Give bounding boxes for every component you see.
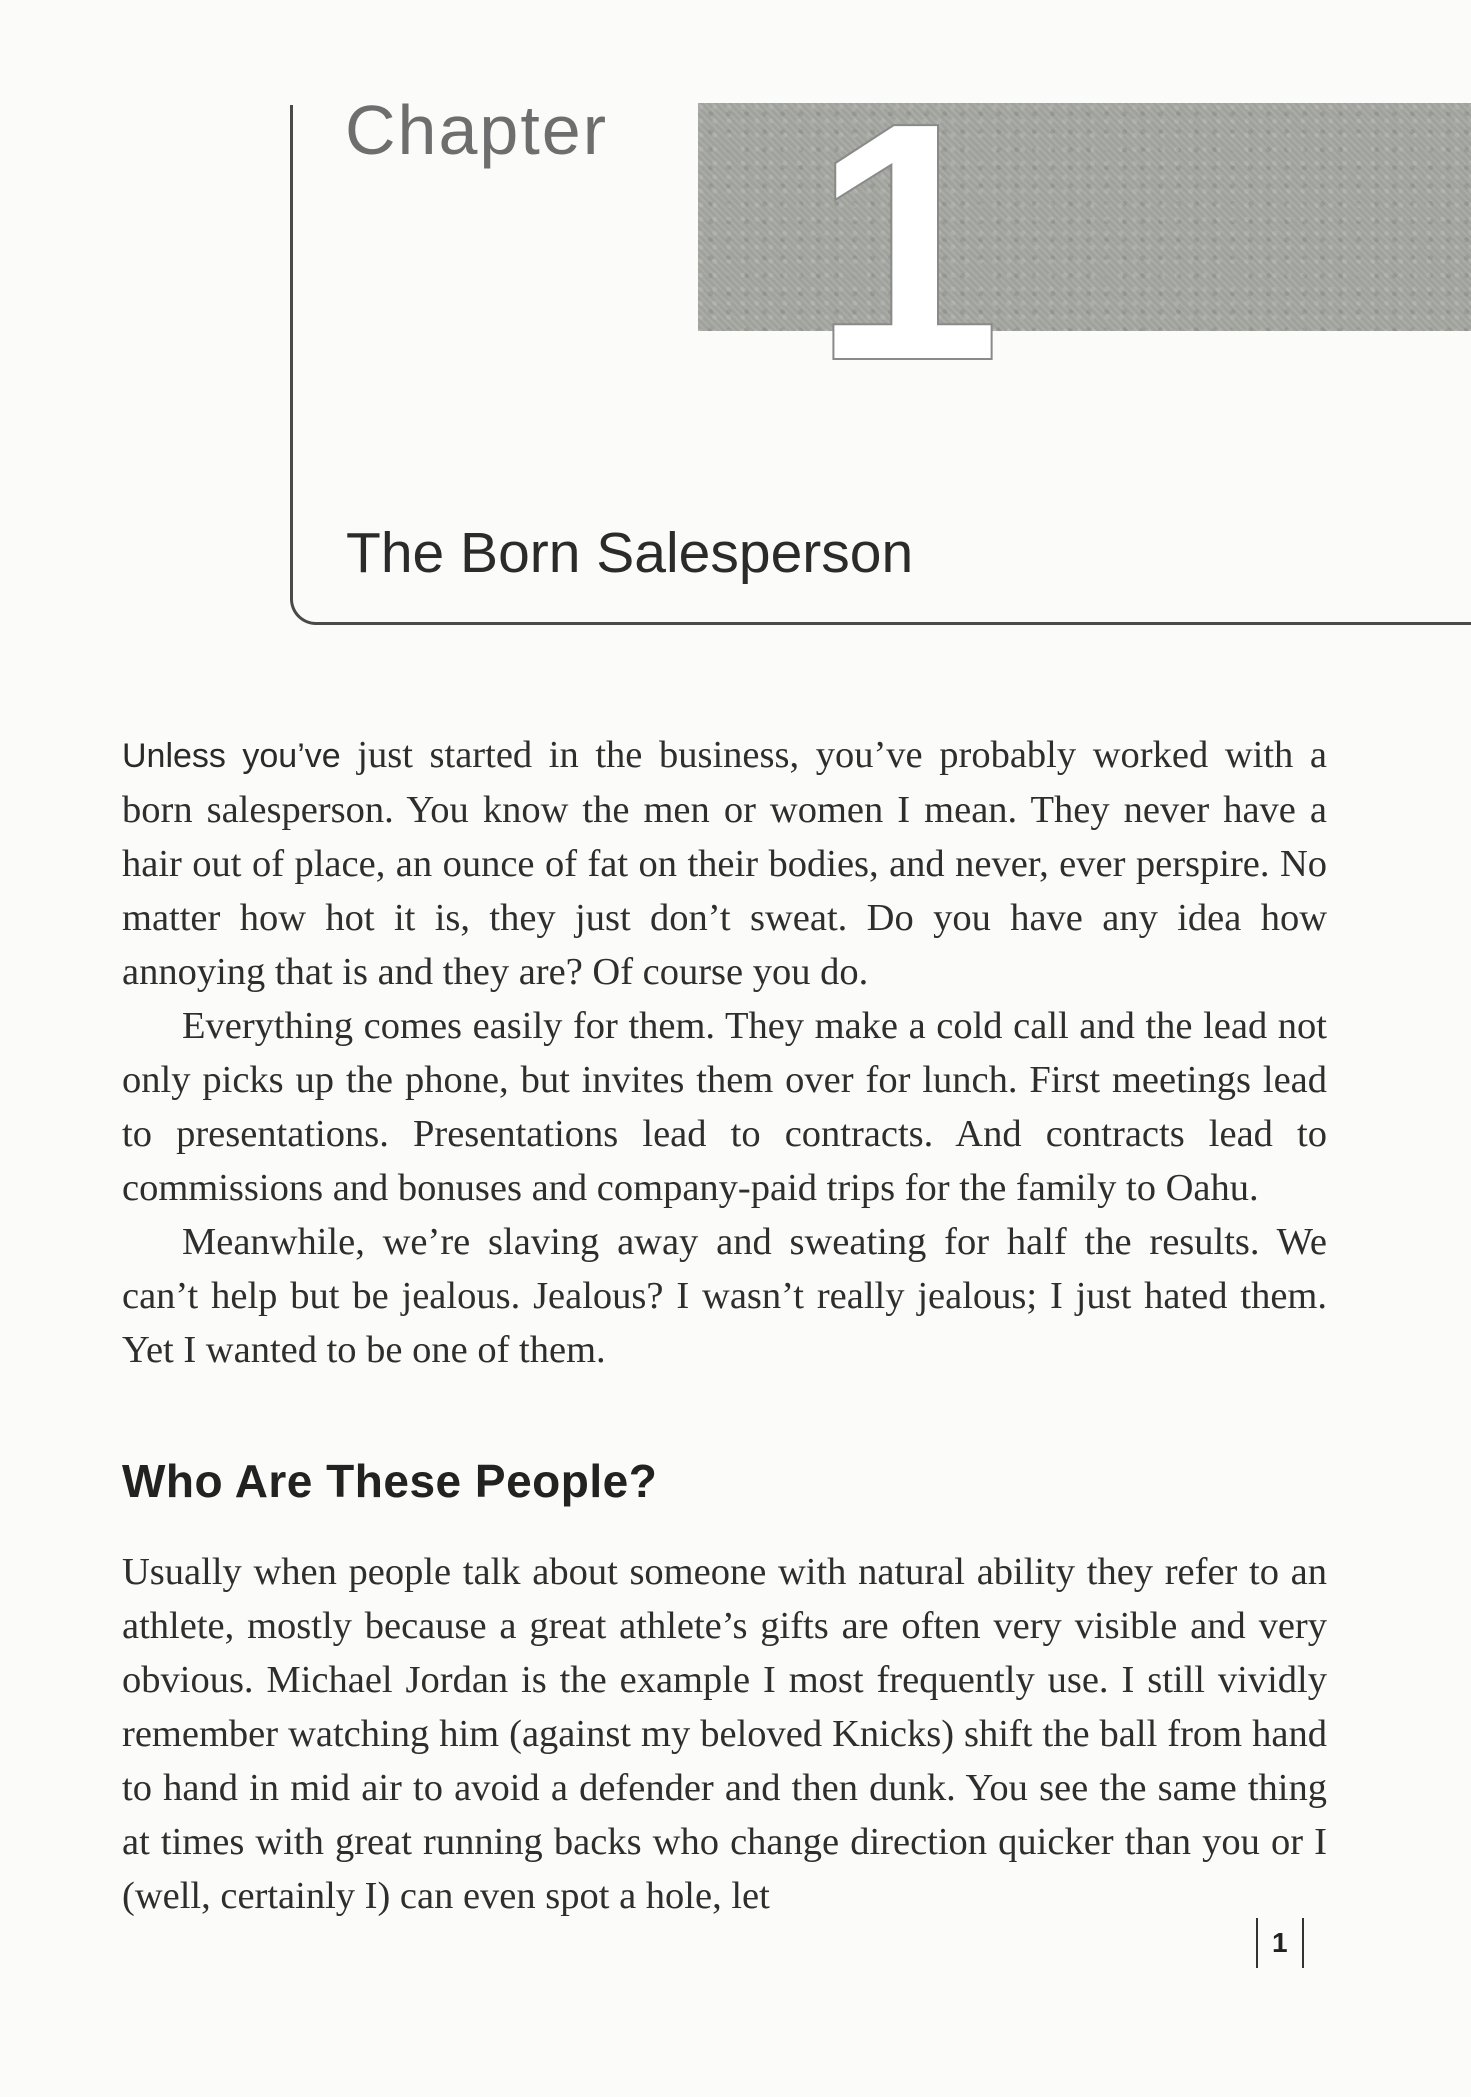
section-paragraph-1: Usually when people talk about someone with natural ability they refer to an athlete, mostly because a great athlete’s gifts are often very visible and very obvious. Michael Jordan is the example I most frequently use. I still vividly remember watching him (against my beloved Knicks) shift the ball from hand to hand in mid air to avoid a defender and then dunk. You see the same thing at times with great running backs who change direction quicker than you or I (well, certainly I) can even spot a hole, let xyxy=(122,1551,1327,1917)
lead-in-text: Unless you’ve xyxy=(122,737,341,775)
page-number-box xyxy=(1256,1918,1304,1968)
intro-paragraph-3: Meanwhile, we’re slaving away and sweating for half the results. We can’t help but be jealous. Jealous? I wasn’t really jealous; I just hated them. Yet I wanted to be one of them. xyxy=(122,1221,1327,1371)
section-heading: Who Are These People? xyxy=(122,1455,658,1507)
intro-paragraph-1-body: just started in the business, you’ve probably worked with a born salesperson. You know the men or women I mean. They never have a hair out of place, an ounce of fat on their bodies, and never, ever perspire. No matter how hot it is, they just don’t sweat. Do you have any idea how annoying that is and they are? Of course you do. xyxy=(122,734,1327,993)
intro-paragraph-2: Everything comes easily for them. They make a cold call and the lead not only picks up the phone, but invites them over for lunch. First meetings lead to presentations. Presentations lead to contracts. And contracts lead to commissions and bonuses and company-paid trips for the family to Oahu. xyxy=(122,1005,1327,1209)
chapter-number: 1 xyxy=(812,52,1002,432)
section-text xyxy=(122,1545,1327,1923)
intro-text xyxy=(122,728,1327,1377)
intro-paragraph-1 xyxy=(122,728,1327,999)
chapter-label: Chapter xyxy=(345,91,609,169)
chapter-title: The Born Salesperson xyxy=(346,521,914,585)
page-number: 1 xyxy=(1272,1927,1288,1958)
